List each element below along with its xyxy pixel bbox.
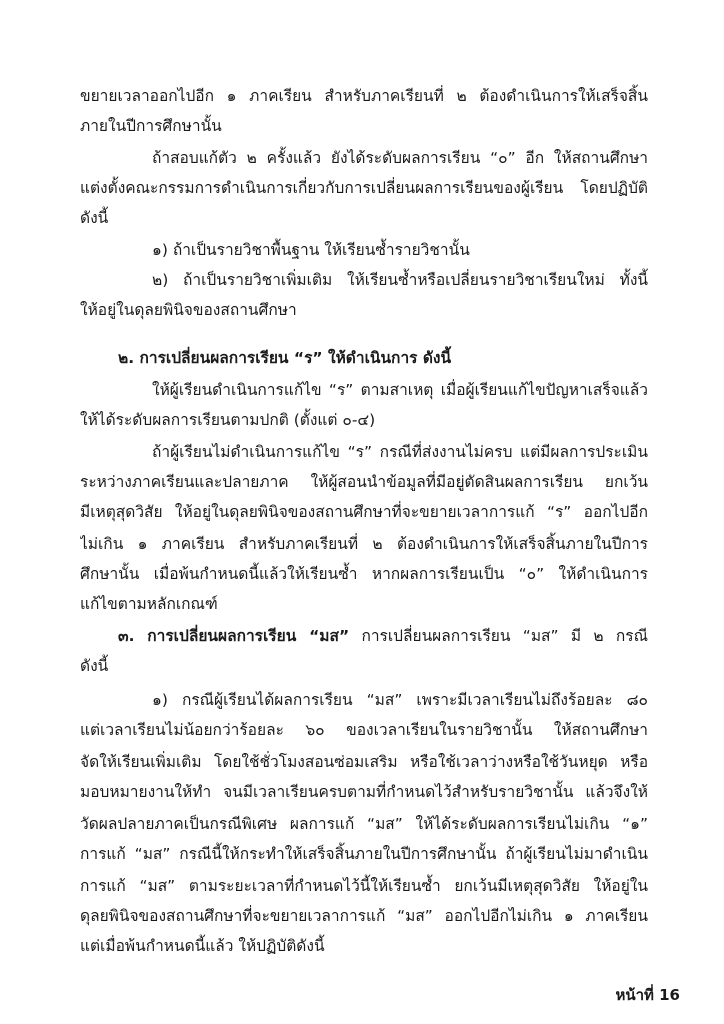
paragraph-line: มีเหตุสุดวิสัย ให้อยู่ในดุลยพินิจของสถานศึกษาที่จะขยายเวลาการแก้ “ร” ออกไปอีก (80, 503, 648, 521)
paragraph-line: ให้อยู่ในดุลยพินิจของสถานศึกษา (80, 301, 297, 319)
paragraph-line: ให้ได้ระดับผลการเรียนตามปกติ (ตั้งแต่ ๐-๔) (80, 411, 376, 429)
paragraph-line: ดังนี้ (80, 209, 109, 227)
paragraph-line: ถ้าผู้เรียนไม่ดำเนินการแก้ไข “ร” กรณีที่ส่งงานไม่ครบ แต่มีผลการประเมิน (152, 443, 648, 461)
paragraph-line: มอบหมายงานให้ทำ จนมีเวลาเรียนครบตามที่กำหนดไว้สำหรับรายวิชานั้น แล้วจึงให้ (80, 783, 648, 801)
paragraph-line: ดังนี้ (80, 657, 109, 675)
paragraph-line: แต่เมื่อพ้นกำหนดนี้แล้ว ให้ปฏิบัติดังนี้ (80, 937, 325, 955)
paragraph-line: ดุลยพินิจของสถานศึกษาที่จะขยายเวลาการแก้ “มส” ออกไปอีกไม่เกิน ๑ ภาคเรียน (80, 907, 648, 925)
paragraph-line: ไม่เกิน ๑ ภาคเรียน สำหรับภาคเรียนที่ ๒ ต้องดำเนินการให้เสร็จสิ้นภายในปีการ (80, 535, 648, 553)
paragraph-line: การแก้ “มส” ตามระยะเวลาที่กำหนดไว้นี้ให้เรียนซ้ำ ยกเว้นมีเหตุสุดวิสัย ให้อยู่ใน (80, 877, 648, 895)
paragraph-line: ขยายเวลาออกไปอีก ๑ ภาคเรียน สำหรับภาคเรียนที่ ๒ ต้องดำเนินการให้เสร็จสิ้น (80, 87, 648, 105)
paragraph-line: ระหว่างภาคเรียนและปลายภาค ให้ผู้สอนนำข้อมูลที่มีอยู่ตัดสินผลการเรียน ยกเว้น (80, 473, 648, 491)
list-item: ๑) ถ้าเป็นรายวิชาพื้นฐาน ให้เรียนซ้ำรายวิชานั้น (152, 241, 470, 259)
list-item: ๑) กรณีผู้เรียนได้ผลการเรียน “มส” เพราะมีเวลาเรียนไม่ถึงร้อยละ ๘๐ (152, 691, 648, 709)
paragraph-line: ถ้าสอบแก้ตัว ๒ ครั้งแล้ว ยังได้ระดับผลการเรียน “๐” อีก ให้สถานศึกษา (152, 149, 648, 167)
section-heading (118, 624, 648, 648)
paragraph-line: ให้ผู้เรียนดำเนินการแก้ไข “ร” ตามสาเหตุ เมื่อผู้เรียนแก้ไขปัญหาเสร็จแล้ว (152, 381, 648, 399)
paragraph-line: แก้ไขตามหลักเกณฑ์ (80, 595, 218, 613)
paragraph-line: ศึกษานั้น เมื่อพ้นกำหนดนี้แล้วให้เรียนซ้ำ หากผลการเรียนเป็น “๐” ให้ดำเนินการ (80, 565, 648, 583)
section-heading-text: การเปลี่ยนผลการเรียน “มส” มี ๒ กรณี (349, 627, 648, 645)
paragraph-line: การแก้ “มส” กรณีนี้ให้กระทำให้เสร็จสิ้นภายในปีการศึกษานั้น ถ้าผู้เรียนไม่มาดำเนิน (80, 845, 648, 863)
paragraph-line: แต่เวลาเรียนไม่น้อยกว่าร้อยละ ๖๐ ของเวลาเรียนในรายวิชานั้น ให้สถานศึกษา (80, 721, 648, 739)
page-number: หน้าที่ 16 (615, 986, 680, 1004)
paragraph-line: จัดให้เรียนเพิ่มเติม โดยใช้ชั่วโมงสอนซ่อมเสริม หรือใช้เวลาว่างหรือใช้วันหยุด หรือ (80, 753, 648, 771)
paragraph-line: แต่งตั้งคณะกรรมการดำเนินการเกี่ยวกับการเปลี่ยนผลการเรียนของผู้เรียน โดยปฏิบัติ (80, 179, 648, 197)
section-heading: ๒. การเปลี่ยนผลการเรียน “ร” ให้ดำเนินการ ดังนี้ (118, 349, 452, 367)
paragraph-line: วัดผลปลายภาคเป็นกรณีพิเศษ ผลการแก้ “มส” ให้ได้ระดับผลการเรียนไม่เกิน “๑” (80, 815, 648, 833)
list-item: ๒) ถ้าเป็นรายวิชาเพิ่มเติม ให้เรียนซ้ำหรือเปลี่ยนรายวิชาเรียนใหม่ ทั้งนี้ (152, 271, 648, 289)
section-heading-title: ๓. การเปลี่ยนผลการเรียน “มส” (118, 627, 350, 645)
paragraph-line: ภายในปีการศึกษานั้น (80, 117, 222, 135)
